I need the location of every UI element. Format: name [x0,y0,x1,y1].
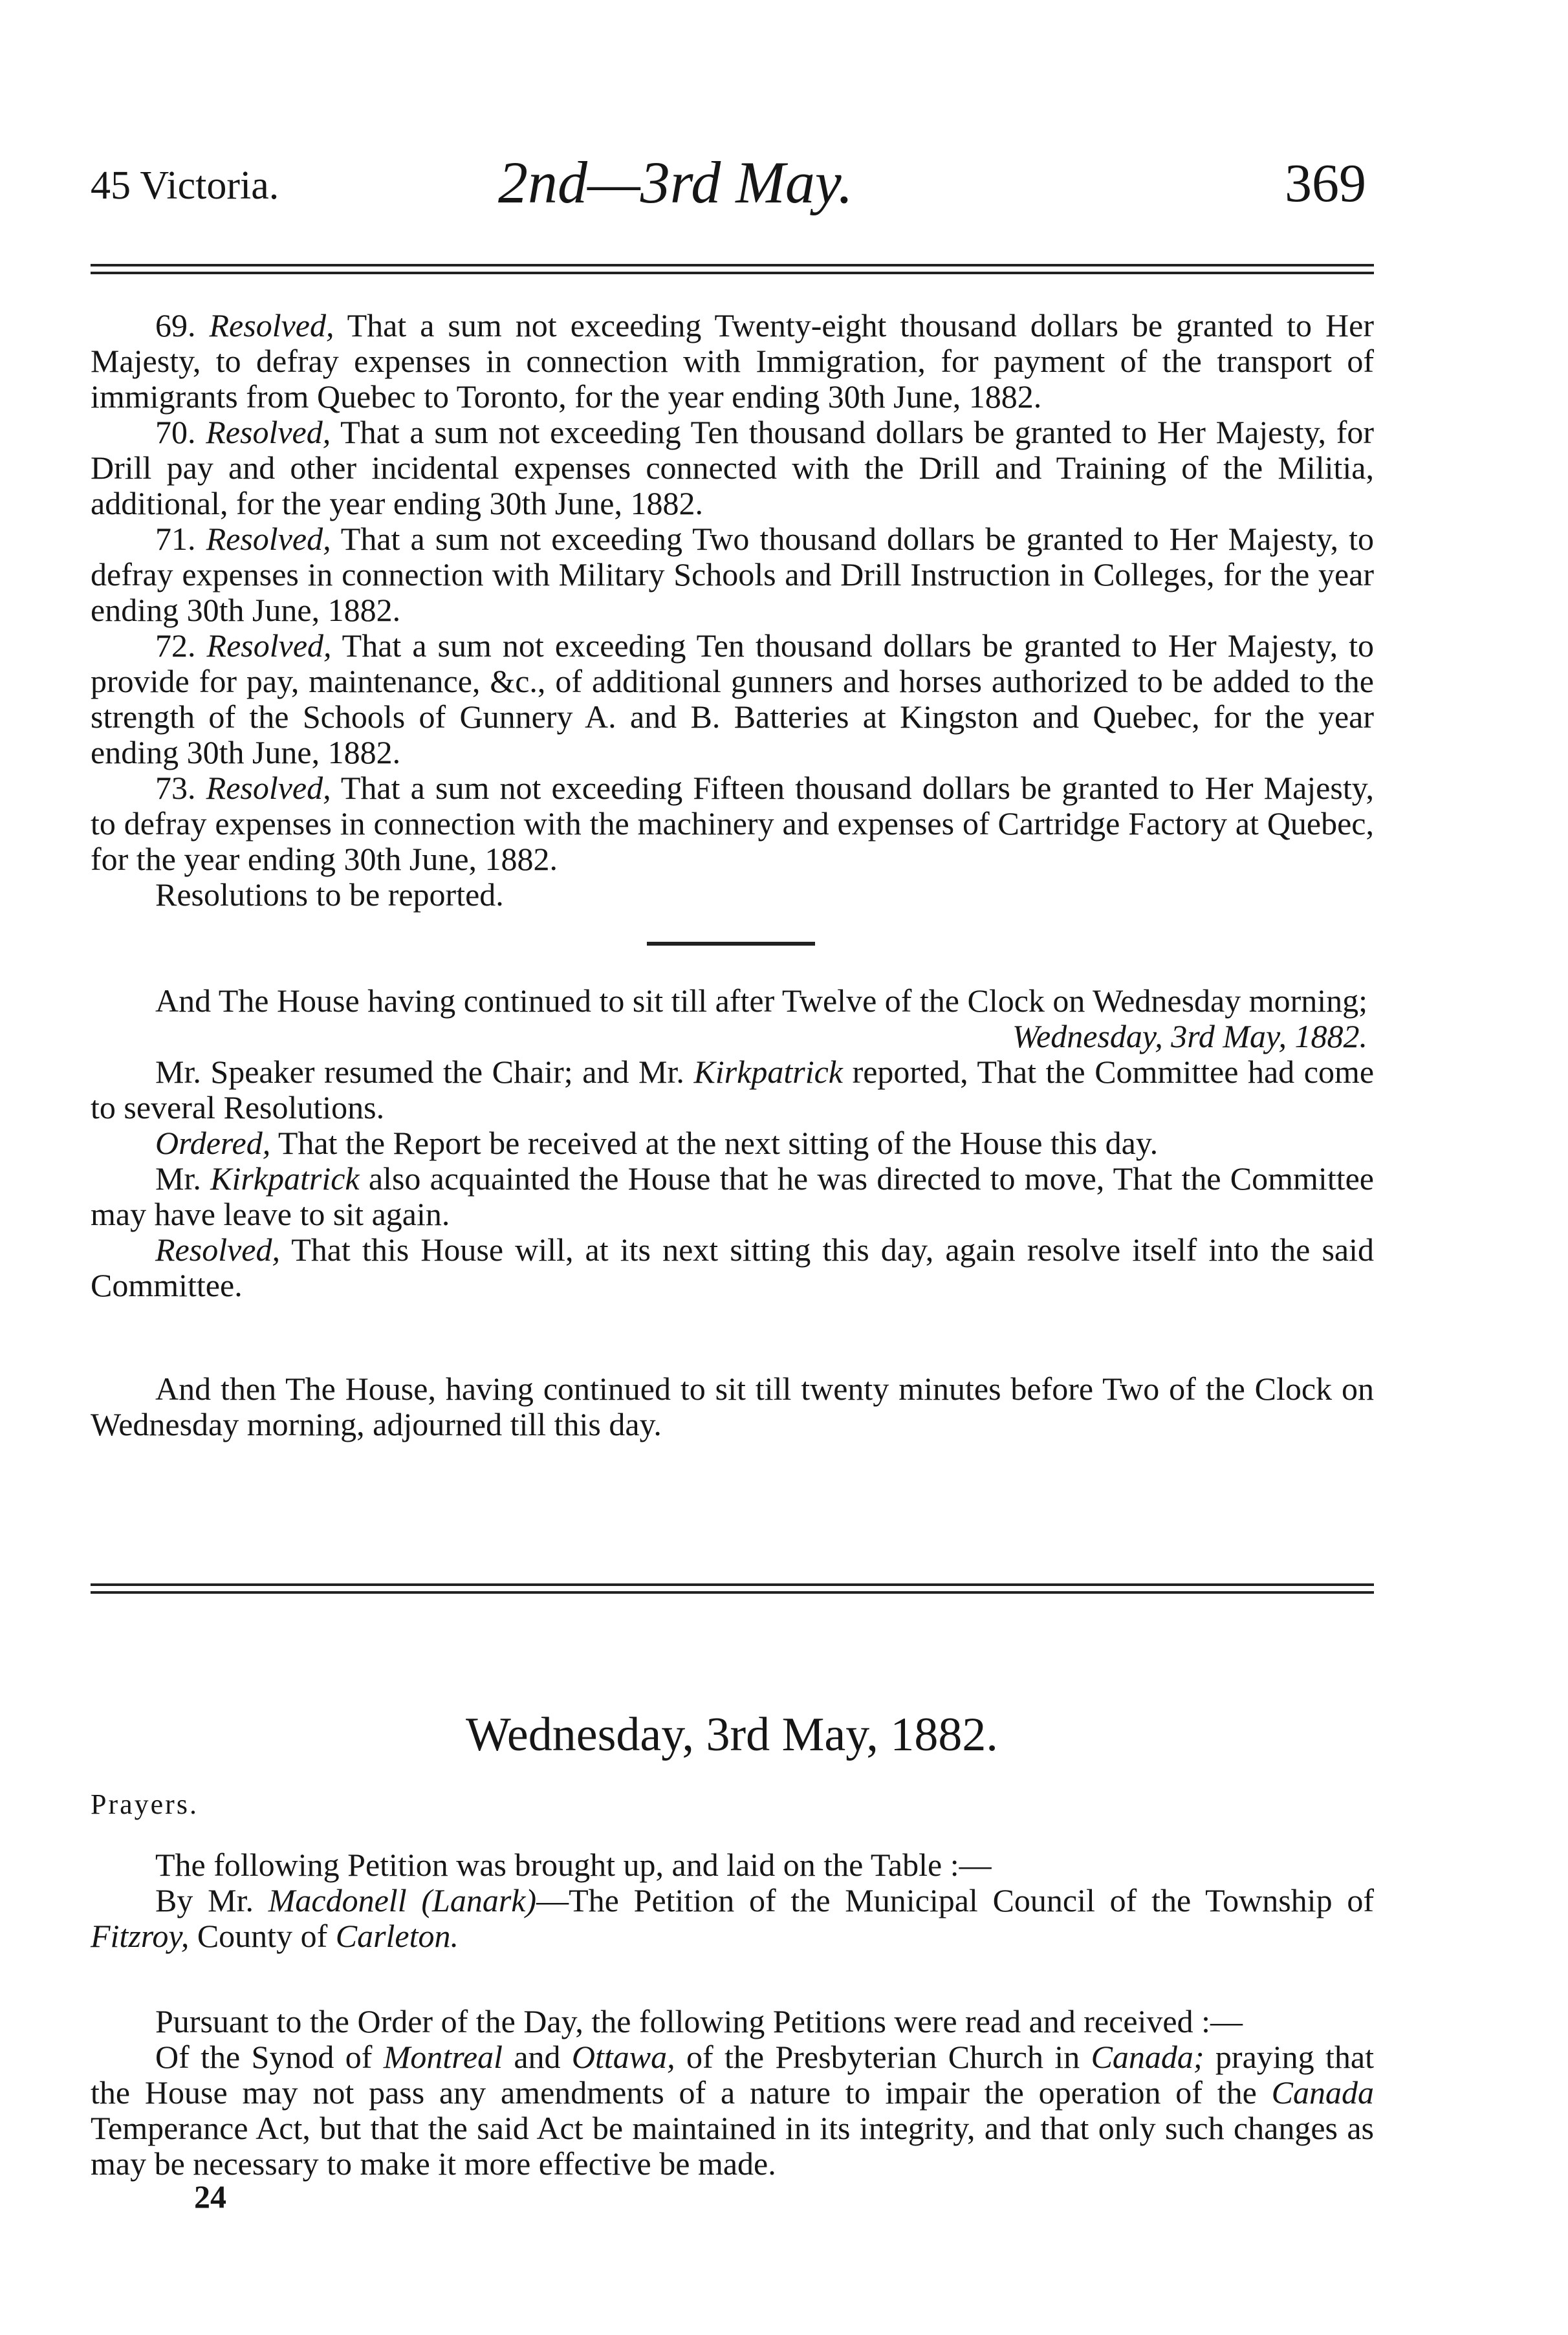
resolutions-reported: Resolutions to be reported. [155,876,504,913]
resolution-70: 70. Resolved, That a sum not exceeding Ten thousand dollars be granted to Her Majesty, for Drill pay and other incidental expenses connected with the Drill and Training of the Militia, additional, for the year ending 30th June, 1882. [91,414,1374,521]
leave-to-sit: Mr. Kirkpatrick also acquainted the House that he was directed to move, That the Committee may have leave to sit again. [91,1160,1374,1232]
day-rule-bottom [91,1591,1374,1594]
petitions-section [91,1847,1374,1954]
speaker-resumed: Mr. Speaker resumed the Chair; and Mr. Kirkpatrick reported, That the Committee had come to several Resolutions. [91,1054,1375,1125]
resolution-72: 72. Resolved, That a sum not exceeding Ten thousand dollars be granted to Her Majesty, to provide for pay, maintenance, &c., of additional gunners and horses authorized to be added to the strength of the Schools of Gunnery A. and B. Batteries at Kingston and Quebec, for the year ending 30th June, 1882. [91,627,1374,770]
header-rule-top [91,264,1374,266]
petition-fitzroy: By Mr. Macdonell (Lanark)—The Petition of the Municipal Council of the Township of Fitzroy, County of Carleton. [91,1882,1375,1954]
resolution-69: 69. Resolved, That a sum not exceeding Twenty-eight thousand dollars be granted to Her Majesty, to defray expenses in connection with Immigration, for payment of the transport of immigrants from Quebec to Toronto, for the year ending 30th June, 1882. [91,307,1374,415]
adjournment-section [91,1371,1374,1442]
committee-resolved: Resolved, That this House will, at its next sitting this day, again resolve itself into the said Committee. [91,1232,1374,1303]
header-dates: 2nd—3rd May. [498,149,853,215]
day-rule-top [91,1583,1374,1586]
house-sitting-text: And The House having continued to sit till after Twelve of the Clock on Wednesday morning; [155,983,1368,1019]
resolution-73: 73. Resolved, That a sum not exceeding Fifteen thousand dollars be granted to Her Majesty, to defray expenses in connection with the machinery and expenses of Cartridge Factory at Quebec, for the year ending 30th June, 1882. [91,770,1374,877]
adjournment-text: And then The House, having continued to sit till twenty minutes before Two of the Clock on Wednesday morning, adjourned till this day. [91,1371,1374,1442]
signature-mark: 24 [194,2178,226,2215]
header-rule-bottom [91,272,1374,274]
pursuant-text: Pursuant to the Order of the Day, the following Petitions were read and received :— [155,2003,1243,2039]
page-number: 369 [1285,153,1366,213]
header-session: 45 Victoria. [91,164,279,208]
resolution-71: 71. Resolved, That a sum not exceeding Two thousand dollars be granted to Her Majesty, to defray expenses in connection with Military Schools and Drill Instruction in Colleges, for the year ending 30th June, 1882. [91,521,1374,628]
petition-intro: The following Petition was brought up, and laid on the Table :— [155,1847,992,1883]
synod-petition: Of the Synod of Montreal and Ottawa, of the Presbyterian Church in Canada; praying that the House may not pass any amendments of a nature to impair the operation of the Canada Temperance Act, but that the said Act be maintained in its integrity, and that only such changes as may be necessary to make it more effective be made. [91,2039,1374,2182]
prayers-label: Prayers. [91,1788,199,1820]
day-title: Wednesday, 3rd May, 1882. [466,1708,998,1761]
petitions-received-section [91,2004,1374,2182]
resolutions-section [91,308,1374,913]
report-ordered: Ordered, That the Report be received at the next sitting of the House this day. [155,1125,1159,1161]
section-divider [647,942,815,946]
house-sitting-section [91,983,1374,1303]
sitting-date: Wednesday, 3rd May, 1882. [1012,1018,1367,1054]
